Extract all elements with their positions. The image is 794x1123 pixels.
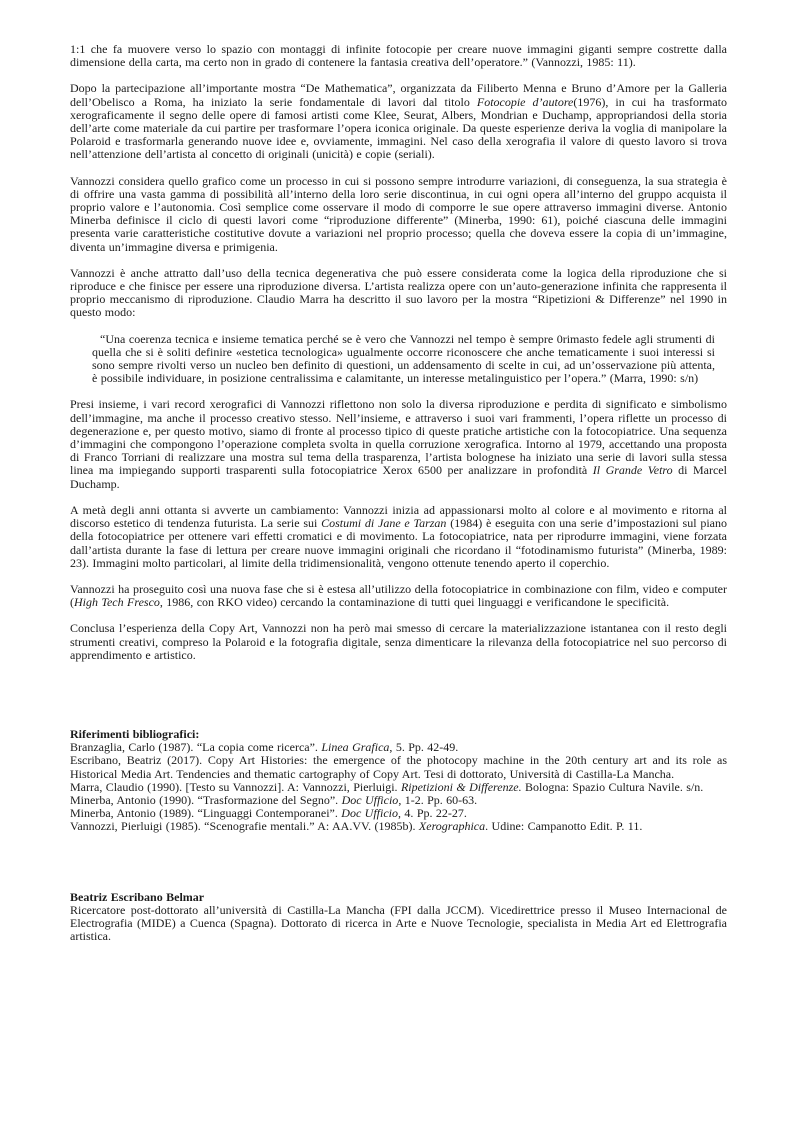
body-paragraphs-upper [70,82,727,319]
text-run: Conclusa l’esperienza della Copy Art, Vannozzi non ha però mai smesso di cercare la materializzazione istantanea con il resto degli strumenti creativi, compreso la Polaroid e la fotografia digitale, senza dimenticare la rilevanza della fotocopiatrice nel suo percorso di apprendimento e artistico. [70,621,727,662]
text-run: di Marcel Duchamp. [70,463,727,491]
text-run: Vannozzi è anche attratto dall’uso della tecnica degenerativa che può essere considerata come la logica della riproduzione che si riproduce e che finisce per essere una riproduzione diversa. L’artista realizza opere con un’auto-generazione infinita che rappresenta il proprio meccanismo di riproduzione. Claudio Marra ha descritto il suo lavoro per la mostra “Ripetizioni & Differenze” nel 1990 in questo modo: [70,265,727,320]
body-paragraphs-lower [70,398,727,661]
paragraph [70,82,727,161]
text-run: “Una coerenza tecnica e insieme tematica perché se è vero che Vannozzi nel tempo è sempre 0rimasto fedele agli strumenti di quella che si è soliti definire «estetica tecnologica» ugualmente occorre riconoscere che anche tematicamente i suoi interessi si sono sempre rivolti verso un nucleo ben definito di questioni, un addensamento di scelte in cui, ad un’osservazione più attenta, è possibile individuare, in posizione centralissima e calamitante, un interesse metalinguistico per l’opera.” (Marra, 1990: s/n) [92,331,715,386]
text-run: Bologna: Spazio Cultura Navile. s/n. [521,779,704,794]
marra-block-quote [92,333,715,386]
text-run: Vannozzi, Pierluigi (1985). “Scenografie mentali.” A: AA.VV. (1985b). [70,819,419,834]
text-run: Escribano, Beatriz (2017). Copy Art Histories: the emergence of the photocopy machine in the 20th century art and its role as Historical Media Art. Tendencies and thematic cartography of Copy Art. Tesi di dottorato, Università di Castilla-La Mancha. [70,753,727,781]
text-run: Minerba, Antonio (1990). “Trasformazione del Segno”. [70,792,342,807]
text-run: Branzaglia, Carlo (1987). “La copia come ricerca”. [70,740,322,755]
text-run: , 4. Pp. 22-27. [398,806,467,821]
text-run: Xerographica [418,819,486,834]
author-section [70,891,727,944]
text-run: A metà degli anni ottanta si avverte un cambiamento: Vannozzi inizia ad appassionarsi molto al colore e al movimento e ritorna al discorso estetico di tendenza futurista. La serie sui [70,502,727,531]
bibliography-title: Riferimenti bibliografici: [70,726,200,741]
text-run: Linea Grafica [321,740,390,755]
text-run: Ripetizioni & Differenze. [400,779,522,794]
text-run: , 1-2. Pp. 60-63. [398,792,478,807]
text-run: Presi insieme, i vari record xerografici di Vannozzi riflettono non solo la diversa riproduzione e perdita di significato e simbolismo dell’immagine, ma anche il processo creativo stesso. Nell’insieme, e attraverso i suoi vari frammenti, l’opera riflette un processo di degenerazione e, per questo motivo, siamo di fronte al processo tipico di queste pratiche artistiche con la fotocopiatrice. Una sequenza d’immagini che compongono l’operazione completa svolta in quella corruzione xerografica. Intorno al 1979, accettando una proposta di Franco Torriani di realizzare una mostra sul tema della trasparenza, l’artista bolognese ha iniziato una serie di lavori sulla stessa linea ma impiegando supporti trasparenti sulla fotocopiatrice Xerox 6500 per analizzare in profondità [70,397,727,478]
text-run: Vannozzi considera quello grafico come un processo in cui si possono sempre introdurre variazioni, di conseguenza, la sua strategia è di offrire una vasta gamma di possibilità all’interno della loro serie discontinua, in cui ogni opera all’interno del gruppo acquista il proprio valore e l’autonomia. Così semplice come osservare il modo di comporre le sue opere attraverso immagini diverse. Antonio Minerba definisce il ciclo di questi lavori come “riproduzione differente” (Minerba, 1990: 61), poiché ciascuna delle immagini presenta varie caratteristiche costitutive dovute a variazioni nel proprio processo; quella che doveva essere la copia di un’immagine, diventa un’immagine diversa e primigenia. [70,173,727,254]
bibliography-entry [70,754,727,780]
paragraph [70,504,727,570]
text-run: , 1986, con RKO video) cercando la contaminazione di tutti quei linguaggi e verificandone le specificità. [159,595,670,610]
paragraph [70,267,727,320]
paragraph [70,175,727,254]
text-run: Fotocopie d’autore [476,94,574,109]
text-run: (1976), in cui ha trasformato xerograficamente il segno delle opere di famosi artisti come Klee, Seurat, Albers, Mondrian e Duchamp, appropriandosi della storia dell’arte come materiale da cui partire per trasformare l’opera iconica originale. Da queste esperienze deriva la voglia di manipolare la Polaroid e trasformarla generando nuove idee e, ovviamente, immagini. Nel caso della xerografia il valore di questo lavoro si trova nell’attenzione dell’artista al concetto di originali (unicità) e copie (seriali). [70,94,728,162]
text-run: Dopo la partecipazione all’importante mostra “De Mathematica”, organizzata da Filiberto Menna e Bruno d’Amore per la Galleria dell’Obelisco a Roma, ha iniziato la serie fondamentale di lavori dal titolo [70,81,727,109]
paragraph [70,583,727,609]
text-run: Il Grande Vetro [592,463,673,478]
text-run: (1984) è eseguita con una serie d’impostazioni sul piano della fotocopiatrice per ottenere vari effetti cromatici e di movimento. La fotocopiatrice, nata per riprodurre immagini, viene forzata dall’artista durante la fase di lettura per creare nuove immagini originali che ricordano il “fotodinamismo futurista” (Minerba, 1989: 23). Immagini molto particolari, al limite della tridimensionalità, vengono ottenute tenendo aperto il coperchio. [70,516,727,570]
text-run: Doc Ufficio [341,792,399,807]
text-run: 1:1 che fa muovere verso lo spazio con montaggi di infinite fotocopie per creare nuove immagini giganti sempre costrette dalla dimensione della carta, ma certo non in grado di contenere la fantasia creativa dell’operatore.” (Vannozzi, 1985: 11). [70,42,727,70]
bibliography-entry [70,820,727,833]
text-run: . Udine: Campanotto Edit. P. 11. [485,819,643,834]
paragraph [70,398,727,490]
author-bio: Ricercatore post-dottorato all’università di Castilla-La Mancha (FPI dalla JCCM). Vicedirettrice presso il Museo Internacional de Electrografia (MIDE) a Cuenca (Spagna). Dottorato di ricerca in Arte e Nuove Tecnologie, specialista in Media Art ed Elettrografia artistica. [70,902,727,944]
author-name: Beatriz Escribano Belmar [70,889,205,904]
bibliography-list [70,741,727,833]
text-run: Vannozzi ha proseguito così una nuova fase che si è estesa all’utilizzo della fotocopiatrice in combinazione con film, video e computer ( [70,581,727,610]
opening-quote [70,43,727,69]
text-run: Marra, Claudio (1990). [Testo su Vannozzi]. A: Vannozzi, Pierluigi. [70,779,401,794]
text-run: Minerba, Antonio (1989). “Linguaggi Contemporanei”. [70,806,342,821]
text-run: , 5. Pp. 42-49. [389,740,459,755]
paragraph [70,622,727,662]
text-run: Costumi di Jane e Tarzan [321,516,447,531]
text-run: Doc Ufficio [341,806,399,821]
bibliography-section [70,728,727,834]
text-run: High Tech Fresco [74,595,160,610]
